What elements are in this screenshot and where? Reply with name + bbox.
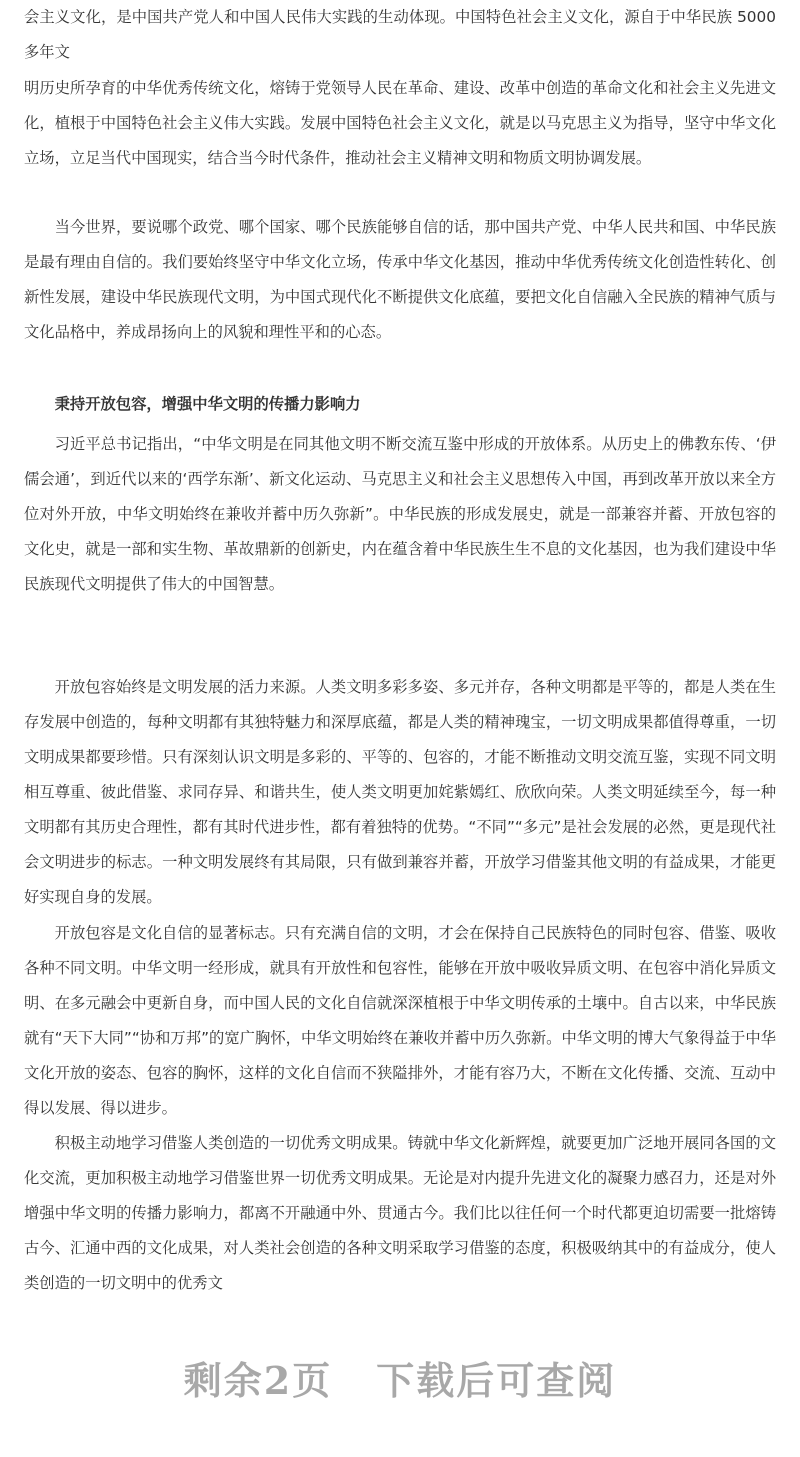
paragraph: 当今世界，要说哪个政党、哪个国家、哪个民族能够自信的话，那中国共产党、中华人民共和国、中华民族是最有理由自信的。我们要始终坚守中华文化立场，传承中华文化基因，推动中华优秀传统文化创造性转化、创新性发展，建设中华民族现代文明，为中国式现代化不断提供文化底蕴，要把文化自信融入全民族的精神气质与文化品格中，养成昂扬向上的风貌和理性平和的心态。 bbox=[24, 218, 776, 341]
paragraph: 开放包容始终是文明发展的活力来源。人类文明多彩多姿、多元并存，各种文明都是平等的，都是人类在生存发展中创造的，每种文明都有其独特魅力和深厚底蕴，都是人类的精神瑰宝，一切文明成果都值得尊重，一切文明成果都要珍惜。只有深刻认识文明是多彩的、平等的、包容的，才能不断推动文明交流互鉴，实现不同文明相互尊重、彼此借鉴、求同存异、和谐共生，使人类文明更加姹紫嫣红、欣欣向荣。人类文明延续至今，每一种文明都有其历史合理性，都有其时代进步性，都有着独特的优势。“不同”“多元”是社会发展的必然，更是现代社会文明进步的标志。一种文明发展终有其局限，只有做到兼容并蓄，开放学习借鉴其他文明的有益成果，才能更好实现自身的发展。 bbox=[24, 678, 776, 906]
download-prompt[interactable] bbox=[0, 1350, 800, 1405]
paragraph: 积极主动地学习借鉴人类创造的一切优秀文明成果。铸就中华文化新辉煌，就要更加广泛地开展同各国的文化交流，更加积极主动地学习借鉴世界一切优秀文明成果。无论是对内提升先进文化的凝聚力感召力，还是对外增强中华文明的传播力影响力，都离不开融通中外、贯通古今。我们比以往任何一个时代都更迫切需要一批熔铸古今、汇通中西的文化成果，对人类社会创造的各种文明采取学习借鉴的态度，积极吸纳其中的有益成分，使人类创造的一切文明中的优秀文 bbox=[24, 1134, 776, 1292]
remaining-pages-label: 剩余2页 bbox=[183, 1358, 333, 1403]
download-hint-label: 下载后可查阅 bbox=[376, 1358, 617, 1403]
paragraph: 明历史所孕育的中华优秀传统文化，熔铸于党领导人民在革命、建设、改革中创造的革命文化和社会主义先进文化，植根于中国特色社会主义伟大实践。发展中国特色社会主义文化，就是以马克思主义为指导，坚守中华文化立场，立足当代中国现实，结合当今时代条件，推动社会主义精神文明和物质文明协调发展。 bbox=[24, 79, 776, 167]
section-heading: 秉持开放包容，增强中华文明的传播力影响力 bbox=[54, 395, 361, 413]
paragraph: 开放包容是文化自信的显著标志。只有充满自信的文明，才会在保持自己民族特色的同时包容、借鉴、吸收各种不同文明。中华文明一经形成，就具有开放性和包容性，能够在开放中吸收异质文明、在包容中消化异质文明、在多元融会中更新自身，而中国人民的文化自信就深深植根于中华文明传承的土壤中。自古以来，中华民族就有“天下大同”“协和万邦”的宽广胸怀，中华文明始终在兼收并蓄中历久弥新。中华文明的博大气象得益于中华文化开放的姿态、包容的胸怀，这样的文化自信而不狭隘排外，才能有容乃大，不断在文化传播、交流、互动中得以发展、得以进步。 bbox=[24, 924, 776, 1117]
paragraph: 习近平总书记指出，“中华文明是在同其他文明不断交流互鉴中形成的开放体系。从历史上的佛教东传、‘伊儒会通’，到近代以来的‘西学东渐’、新文化运动、马克思主义和社会主义思想传入中国，再到改革开放以来全方位对外开放，中华文明始终在兼收并蓄中历久弥新”。中华民族的形成发展史，就是一部兼容并蓄、开放包容的文化史，就是一部和实生物、革故鼎新的创新史，内在蕴含着中华民族生生不息的文化基因，也为我们建设中华民族现代文明提供了伟大的中国智慧。 bbox=[24, 435, 776, 593]
paragraph: 会主义文化，是中国共产党人和中国人民伟大实践的生动体现。中国特色社会主义文化，源自于中华民族 5000 多年文 bbox=[24, 8, 776, 61]
